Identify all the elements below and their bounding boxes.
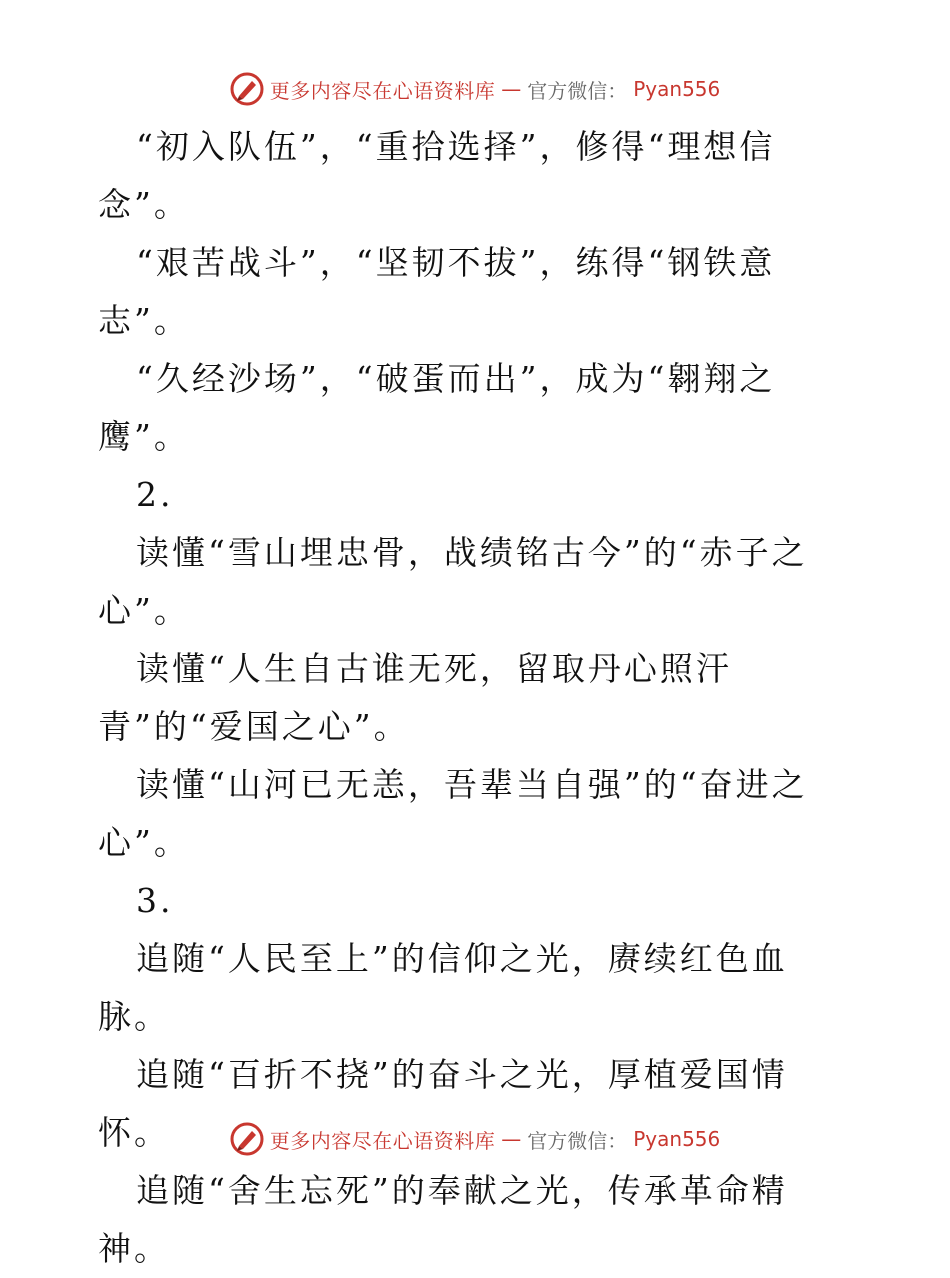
watermark-footer [0,1122,950,1156]
watermark-wechat-id: Pyan556 [633,77,721,101]
document-body [98,118,858,1278]
paragraph: 追随“百折不挠”的奋斗之光，厚植爱国情怀。 [98,1055,788,1152]
watermark-text: 更多内容尽在心语资料库 [269,78,496,103]
watermark-official-label: 官方微信： [527,1128,628,1153]
watermark-header [0,72,950,106]
pen-logo-icon [230,1122,264,1156]
watermark-text: 更多内容尽在心语资料库 [269,1128,496,1153]
paragraph: 追随“舍生忘死”的奉献之光，传承革命精神。 [98,1171,788,1268]
watermark-official-label: 官方微信： [527,78,628,103]
paragraph: “初入队伍”，“重拾选择”，修得“理想信念”。 [98,127,776,224]
paragraph: 读懂“雪山埋忠骨，战绩铭古今”的“赤子之心”。 [98,533,808,630]
paragraph: 读懂“山河已无恙，吾辈当自强”的“奋进之心”。 [98,765,808,862]
watermark-wechat-id: Pyan556 [633,1127,721,1151]
paragraph: 读懂“人生自古谁无死，留取丹心照汗 [136,649,732,688]
paragraph-continuation: 青”的“爱国之心”。 [98,707,410,746]
watermark-dash: — [501,77,522,101]
section-number: 2. [136,475,174,514]
paragraph: “艰苦战斗”，“坚韧不拔”，练得“钢铁意志”。 [98,243,776,340]
pen-logo-icon [230,72,264,106]
section-number: 3. [136,881,174,920]
paragraph: “久经沙场”，“破蛋而出”，成为“翱翔之鹰”。 [98,359,776,456]
paragraph: 追随“人民至上”的信仰之光，赓续红色血脉。 [98,939,788,1036]
watermark-dash: — [501,1127,522,1151]
